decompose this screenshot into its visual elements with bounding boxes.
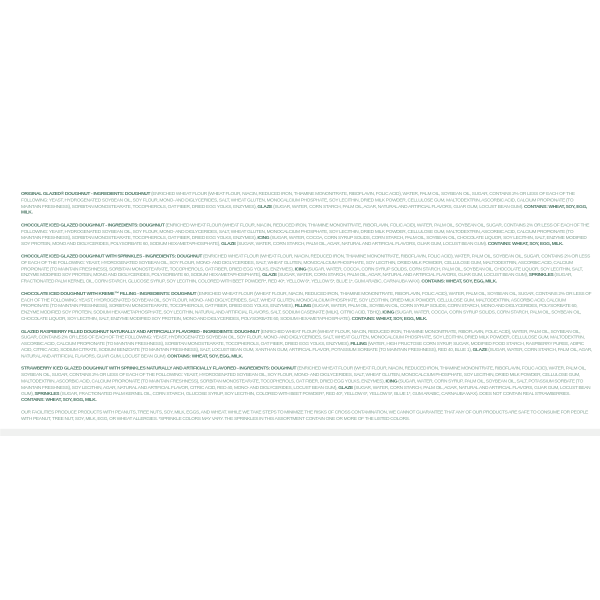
ingredient-heading-segment: SPRINKLES [34, 391, 61, 397]
ingredient-heading-segment: CHOCOLATE ICED DOUGHNUT WITH KREME™ FILLING - INGREDIENTS: DOUGHNUT [21, 291, 198, 297]
ingredient-heading-segment: ICING [385, 379, 399, 384]
ingredient-text-segment: (SUGAR, FRACTIONATED PALM KERNEL OIL, CORN STARCH, GLUCOSE SYRUP, SOY LECITHIN, COLORED WITH BEET POWDER*, RED 40*, YELLOW 6*, YELLOW 5*, BLUE 1*, GUM ARABIC, CARNAUBA WAX). DOES NOT CONTAIN REAL STRAWBERRIES. [60, 391, 571, 397]
ingredient-paragraph-original-glazed-doughnut [21, 192, 593, 217]
ingredient-heading-segment: GLAZE [257, 204, 274, 210]
ingredient-heading-segment: CONTAINS: WHEAT, SOY, EGG, MILK. [167, 354, 243, 359]
ingredient-heading-segment: FILLING [294, 304, 312, 310]
ingredient-text-segment: (SUGAR, WATER, CORN STARCH, PALM OIL, AGAR, NATURAL AND ARTIFICIAL FLAVORS, GUAR GUM, LOCUST BEAN GUM), [277, 273, 529, 278]
ingredient-heading-segment: CONTAINS: WHEAT, SOY, EGG, MILK. [487, 241, 564, 247]
ingredient-text-segment: (SUGAR, WATER, COCOA, CORN SYRUP SOLIDS, CORN STARCH, PALM OIL, SOYBEAN OIL, CHOCOLATE LIQUOR, SOY LECITHIN, SALT, ENZYME MODIFIED SOY PROTEIN, MONO AND DIGLYCERIDES, POLYSORBATE 60, SODIUM HEXAMETAPHOSPHATE). [21, 310, 581, 322]
ingredient-heading-segment: ICING [382, 310, 396, 316]
ingredient-text-segment: (ENRICHED WHEAT FLOUR (WHEAT FLOUR, NIACIN, REDUCED IRON, THIAMINE MONONITRATE, RIBOFLAVIN, FOLIC ACID), WATER, PALM OIL, SOYBEAN OIL, SUGAR, CONTAINS 2% OR LESS OF EACH OF THE FOLLOWING: YEAST, HYDROGENATED SOYBEAN OIL, SOY FLOUR, MONO- AND DIGLYCERIDES, SALT, WHEAT GLUTEN, MONOCALCIUM PHOSPHATE, SOY LECITHIN, DRIED MILK POWDER, CELLULOSE GUM, MALTODEXTRIN, ASCORBIC ACID, CALCIUM PROPIONATE (TO MAINTAIN FRESHNESS), SORBITAN MONOSTEARATE, TOCOPHEROLS, OAT FIBER, DRIED EGG YOLKS, ENZYMES), [21, 366, 587, 384]
ingredient-text-segment: (ENRICHED WHEAT FLOUR (WHEAT FLOUR, NIACIN, REDUCED IRON, THIAMINE MONONITRATE, RIBOFLAVIN, FOLIC ACID), WATER, PALM OIL, SOYBEAN OIL, SUGAR, CONTAINS 2% OR LESS OF EACH OF THE FOLLOWING: YEAST, HYDROGENATED SOYBEAN OIL, SOY FLOUR, MONO- AND DIGLYCERIDES, SALT, WHEAT GLUTEN, MONOCALCIUM PHOSPHATE, SOY LECITHIN, DRIED MILK POWDER, CELLULOSE GUM, MALTODEXTRIN, ASCORBIC ACID, CALCIUM PROPIONATE (TO MAINTAIN FRESHNESS), SORBITAN MONOSTEARATE, TOCOPHEROLS, OAT FIBER, DRIED EGG YOLKS, ENZYMES), [21, 291, 592, 310]
ingredient-heading-segment: FILLING [350, 341, 368, 347]
ingredient-text-segment: (SUGAR, WATER, CORN STARCH, PALM OIL, AGAR, NATURAL AND ARTIFICIAL FLAVORS, GUAR GUM, LOCUST BEAN GUM), [21, 385, 591, 397]
ingredient-text-segment: (SUGAR, WATER, CORN STARCH, PALM OIL, AGAR, NATURAL AND ARTIFICIAL FLAVORS, GUAR GUM, LOCUST BEAN GUM). [21, 347, 592, 359]
ingredient-heading-segment: ORIGINAL GLAZED® DOUGHNUT - INGREDIENTS: DOUGHNUT [21, 192, 152, 197]
ingredient-paragraph-strawberry-iced-glazed-doughnut-with-sprinkles [21, 367, 593, 404]
ingredient-text-segment: (SUGAR, FRACTIONATED PALM KERNEL OIL, CORN STARCH, GLUCOSE SYRUP, SOY LECITHIN, COLORED WITH BEET POWDER*, RED 40*, YELLOW 6*, YELLOW 5*, BLUE 1*, GUM ARABIC, CARNAUBA WAX). [21, 273, 573, 285]
ingredient-heading-segment: GLAZED RASPBERRY FILLED DOUGHNUT NATURALLY AND ARTIFICIALLY FLAVORED - INGREDIENTS: DOUGHNUT [21, 329, 261, 335]
ingredient-heading-segment: CONTAINS: WHEAT, SOY, EGG, MILK. [21, 204, 588, 216]
ingredients-text-wrap [21, 192, 593, 436]
ingredient-heading-segment: STRAWBERRY ICED GLAZED DOUGHNUT WITH SPRINKLES NATURALLY AND ARTIFICIALLY FLAVORED - INGREDIENTS: DOUGHNUT [21, 366, 298, 372]
ingredient-heading-segment: CONTAINS: WHEAT, SOY, EGG, MILK. [351, 316, 428, 322]
ingredient-paragraph-allergen-notice [21, 410, 593, 422]
ingredient-heading-segment: CHOCOLATE ICED GLAZED DOUGHNUT WITH SPRINKLES - INGREDIENTS: DOUGHNUT [21, 254, 204, 260]
ingredient-text-segment: (WATER, HIGH FRUCTOSE CORN SYRUP, SUGAR, MODIFIED FOOD STARCH, RASPBERRY PUREE, ADIPIC ACID, CITRIC ACID, SODIUM CITRATE, SODIUM BENZOATE (TO MAINTAIN FRESHNESS), SALT, LOCUST BEAN GUM, XANTHAN GUM, ARTIFICIAL FLAVOR, POTASSIUM SORBATE (TO MAINTAIN FRESHNESS), RED 40, BLUE 1), [21, 341, 584, 353]
ingredient-heading-segment: CHOCOLATE ICED GLAZED DOUGHNUT - INGREDIENTS: DOUGHNUT [21, 223, 166, 228]
ingredient-text-segment: (SUGAR, WATER, CORN SYRUP, PALM OIL, SOYBEAN OIL, SALT, POTASSIUM SORBATE (TO MAINTAIN FRESHNESS), SOY LECITHIN, AGAR, NATURAL AND ARTIFICIAL FLAVOR, CITRIC ACID, RED 40, MONO- AND DIGLYCERIDES, LOCUST BEAN GUM), [21, 379, 583, 391]
ingredient-paragraph-chocolate-iced-doughnut-with-kreme-filling [21, 292, 593, 323]
ingredient-text-segment: (ENRICHED WHEAT FLOUR (WHEAT FLOUR, NIACIN, REDUCED IRON, THIAMINE MONONITRATE, RIBOFLAVIN, FOLIC ACID), WATER, PALM OIL, SOYBEAN OIL, SUGAR, CONTAINS 2% OR LESS OF EACH OF THE FOLLOWING: YEAST, HYDROGENATED SOYBEAN OIL, SOY FLOUR, MONO- AND DIGLYCERIDES, SALT, WHEAT GLUTEN, MONOCALCIUM PHOSPHATE, SOY LECITHIN, DRIED MILK POWDER, CELLULOSE GUM, MALTODEXTRIN, ASCORBIC ACID, CALCIUM PROPIONATE (TO MAINTAIN FRESHNESS), SORBITAN MONOSTEARATE, TOCOPHEROLS, OAT FIBER, DRIED EGG YOLKS, ENZYMES), [21, 192, 575, 210]
ingredient-text-segment: (SUGAR, WATER, CORN STARCH, PALM OIL, AGAR, NATURAL AND ARTIFICIAL FLAVORS, GUAR GUM, LOCUST BEAN GUM). [273, 204, 525, 210]
ingredient-heading-segment: GLAZE [472, 347, 489, 353]
ingredient-text-segment: (ENRICHED WHEAT FLOUR (WHEAT FLOUR, NIACIN, REDUCED IRON, THIAMINE MONONITRATE, RIBOFLAVIN, FOLIC ACID), WATER, PALM OIL, SOYBEAN OIL, SUGAR, CONTAINS 2% OR LESS OF EACH OF THE FOLLOWING: YEAST, HYDROGENATED SOYBEAN OIL, SOY FLOUR, MONO- AND DIGLYCERIDES, SALT, WHEAT GLUTEN, MONOCALCIUM PHOSPHATE, SOY LECITHIN, DRIED MILK POWDER, CELLULOSE GUM, MALTODEXTRIN, ASCORBIC ACID, CALCIUM PROPIONATE (TO MAINTAIN FRESHNESS), SORBITAN MONOSTEARATE, TOCOPHEROLS, OAT FIBER, DRIED EGG YOLKS, ENZYMES), [21, 223, 590, 241]
ingredient-heading-segment: CONTAINS: WHEAT, SOY, EGG, MILK. [21, 397, 97, 403]
ingredient-heading-segment: GLAZE [221, 241, 237, 247]
ingredient-text-segment: (SUGAR, WATER, COCOA, CORN SYRUP SOLIDS, CORN STARCH, PALM OIL, SOYBEAN OIL, CHOCOLATE LIQUOR, SOY LECITHIN, SALT, ENZYME MODIFIED SOY PROTEIN, MONO AND DIGLYCERIDES, POLYSORBATE 60, SODIUM HEXAMETAPHOSPHATE), [21, 235, 587, 247]
ingredient-paragraph-chocolate-iced-glazed-doughnut [21, 223, 593, 248]
ingredient-heading-segment: GLAZE [338, 385, 354, 391]
ingredient-text-segment: OUR FACILITIES PRODUCE PRODUCTS WITH PEANUTS, TREE NUTS, SOY, MILK, EGGS, AND WHEAT. WHILE WE TAKE STEPS TO MINIMIZE THE RISKS OF CROSS CONTAMINATION, WE CANNOT GUARANTEE THAT ANY OF OUR PRODUCTS ARE SAFE TO CONSUME FOR PEOPLE WITH PEANUT, TREE NUT, SOY, MILK, EGG, OR WHEAT ALLERGIES. *SPRINKLE COLORS MAY VARY. THE SPRINKLES IN THIS ASSORTMENT CONTAIN ONE OR MORE OF THE LISTED COLORS. [21, 410, 589, 422]
label-bottom-edge [0, 429, 600, 436]
ingredient-heading-segment: ICING [294, 266, 308, 272]
ingredient-text-segment: (ENRICHED WHEAT FLOUR (WHEAT FLOUR, NIACIN, REDUCED IRON, THIAMINE MONONITRATE, RIBOFLAVIN, FOLIC ACID), WATER, PALM OIL, SOYBEAN OIL, SUGAR, CONTAINS 2% OR LESS OF EACH OF THE FOLLOWING: YEAST, HYDROGENATED SOYBEAN OIL, SOY FLOUR, MONO- AND DIGLYCERIDES, SALT, WHEAT GLUTEN, MONOCALCIUM PHOSPHATE, SOY LECITHIN, DRIED MILK POWDER, CELLULOSE GUM, MALTODEXTRIN, ASCORBIC ACID, CALCIUM PROPIONATE (TO MAINTAIN FRESHNESS), SORBITAN MONOSTEARATE, TOCOPHEROLS, OAT FIBER, DRIED EGG YOLKS, ENZYMES), [21, 329, 585, 347]
ingredient-heading-segment: GLAZE [262, 273, 278, 278]
ingredient-text-segment: (SUGAR, WATER, COCOA, CORN SYRUP SOLIDS, CORN STARCH, PALM OIL, SOYBEAN OIL, CHOCOLATE LIQUOR, SOY LECITHIN, SALT, ENZYME MODIFIED SOY PROTEIN, MONO AND DIGLYCERIDES, POLYSORBATE 60, SODIUM HEXAMETAPHOSPHATE), [21, 266, 583, 278]
ingredient-heading-segment: SPRINKLES [528, 273, 555, 278]
ingredient-paragraph-chocolate-iced-glazed-doughnut-with-sprinkles [21, 254, 593, 285]
ingredient-text-segment: (SUGAR, WATER, PALM OIL, SOYBEAN OIL, CORN SYRUP SOLIDS, CORN STARCH, MONO AND DIGLYCERIDES, POLYSORBATE 60, ENZYME MODIFIED SOY PROTEIN, SODIUM HEXAMETAPHOSPHATE, SOY LECITHIN, NATURAL AND ARTIFICIAL FLAVORS, SALT, SODIUM CASEINATE (MILK), CITRIC ACID, TBHQ), [21, 304, 578, 316]
ingredient-text-segment: (ENRICHED WHEAT FLOUR (WHEAT FLOUR, NIACIN, REDUCED IRON, THIAMINE MONONITRATE, RIBOFLAVIN, FOLIC ACID), WATER, PALM OIL, SOYBEAN OIL, SUGAR, CONTAINS 2% OR LESS OF EACH OF THE FOLLOWING: YEAST, HYDROGENATED SOYBEAN OIL, SOY FLOUR, MONO- AND DIGLYCERIDES, SALT, WHEAT GLUTEN, MONOCALCIUM PHOSPHATE, SOY LECITHIN, DRIED MILK POWDER, CELLULOSE GUM, MALTODEXTRIN, ASCORBIC ACID, CALCIUM PROPIONATE (TO MAINTAIN FRESHNESS), SORBITAN MONOSTEARATE, TOCOPHEROLS, OAT FIBER, DRIED EGG YOLKS, ENZYMES), [21, 254, 590, 272]
ingredient-paragraph-glazed-raspberry-filled-doughnut [21, 329, 593, 360]
ingredient-heading-segment: CONTAINS: WHEAT, SOY, EGG, MILK. [421, 279, 497, 285]
ingredients-text-block [21, 192, 593, 423]
ingredient-heading-segment: ICING [257, 235, 271, 241]
ingredient-text-segment: (SUGAR, WATER, CORN STARCH, PALM OIL, AGAR, NATURAL AND ARTIFICIAL FLAVORS, GUAR GUM, LOCUST BEAN GUM). [236, 241, 488, 247]
